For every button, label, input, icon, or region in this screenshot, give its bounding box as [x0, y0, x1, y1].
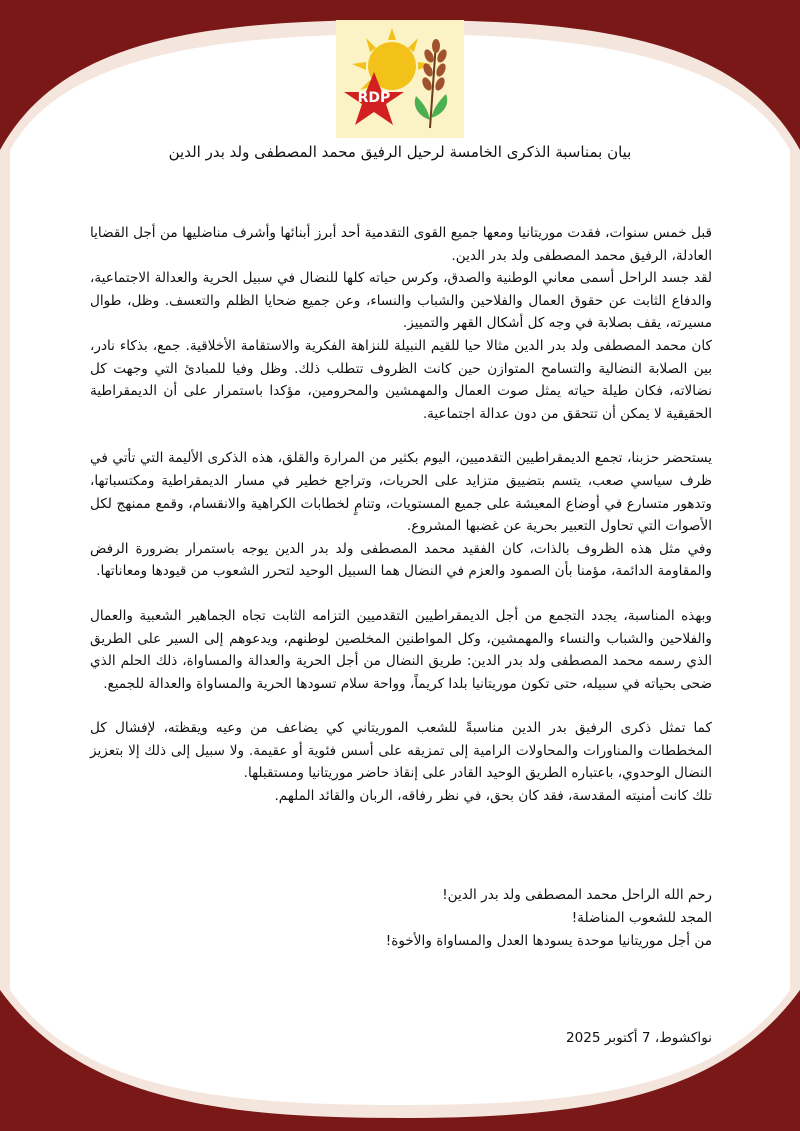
slogan-line: من أجل موريتانيا موحدة يسودها العدل والمساواة والأخوة!: [385, 933, 712, 949]
statement-body: [90, 222, 712, 808]
paragraph: وفي مثل هذه الظروف بالذات، كان الفقيد محمد المصطفى ولد بدر الدين يوجه باستمرار بضرورة الرفض والمقاومة الدائمة، مؤمنا بأن الصمود والعزم في النضال هما السبيل الوحيد لتحرر الشعوب من قيودها ومعاناتها.: [90, 540, 712, 580]
paragraph: تلك كانت أمنيته المقدسة، فقد كان بحق، في نظر رفاقه، الربان والقائد الملهم.: [274, 788, 712, 805]
place-and-date: نواكشوط، 7 أكتوبر 2025: [565, 1030, 712, 1046]
closing-slogans: [90, 884, 712, 953]
paragraph: وبهذه المناسبة، يجدد التجمع من أجل الديمقراطيين التقدميين التزامه الثابت تجاه الجماهير الشعبية والعمال والفلاحين والشباب والنساء والمهمشين، وكل المواطنين المخلصين لوطنهم، ويدعوهم إلى السير على الطريق الذي رسمه محمد المصطفى ولد بدر الدين: طريق النضال من أجل الحرية والعدالة والمساواة، ذلك الحلم الذي ضحى بحياته في سبيله، حتى تكون موريتانيا بلدا كريماً، وواحة سلام تسودها الحرية والمساواة والعدالة للجميع.: [90, 607, 712, 692]
slogan-line: رحم الله الراحل محمد المصطفى ولد بدر الدين!: [442, 887, 712, 903]
paragraph: كما تمثل ذكرى الرفيق بدر الدين مناسبةً للشعب الموريتاني كي يضاعف من وعيه ويقظته، لإفشال كل المخططات والمناورات والمحاولات الرامية إلى تمزيقه على أسس فئوية أو عقيمة. ولا سبيل إلى ذلك إلا بتعزيز النضال الوحدوي، باعتباره الطريق الوحيد القادر على إنقاذ حاضر موريتانيا ومستقبلها.: [90, 720, 712, 782]
paragraph: لقد جسد الراحل أسمى معاني الوطنية والصدق، وكرس حياته كلها للنضال في سبيل الحرية والعدالة الاجتماعية، والدفاع الثابت عن حقوق العمال والفلاحين والشباب والنساء، وعن جميع ضحايا الظلم والتعسف. وظل، طوال مسيرته، يقف بصلابة في وجه كل أشكال القهر والتمييز.: [90, 270, 712, 332]
rdp-emblem-icon: [336, 20, 464, 138]
paragraph-gap: [90, 425, 712, 447]
logo-text: RDP: [357, 90, 391, 106]
paragraph: قبل خمس سنوات، فقدت موريتانيا ومعها جميع القوى التقدمية أحد أبرز أبنائها وأشرف مناضليها من أجل القضايا العادلة، الرفيق محمد المصطفى ولد بدر الدين.: [90, 225, 712, 264]
paragraph-gap: [90, 583, 712, 605]
paragraph-gap: [90, 695, 712, 717]
party-logo: [336, 20, 464, 138]
page-title: بيان بمناسبة الذكرى الخامسة لرحيل الرفيق محمد المصطفى ولد بدر الدين: [168, 143, 632, 161]
paragraph: يستحضر حزبنا، تجمع الديمقراطيين التقدميين، اليوم بكثير من المرارة والقلق، هذه الذكرى الأليمة التي تأتي في ظرف سياسي صعب، يتسم بتضييق متزايد على الحريات، وتراجع خطير في مسار الديمقراطية ومكتسباتها، وتدهور متسارع في أوضاع المعيشة على جميع المستويات، وتنامٍ لخطابات الكراهية والانقسام، وقمع ممنهج لكل الأصوات التي تحاول التعبير بحرية عن غضبها المشروع.: [90, 450, 712, 535]
slogan-line: المجد للشعوب المناضلة!: [571, 910, 712, 926]
wheat-icon: [415, 39, 449, 128]
paragraph: كان محمد المصطفى ولد بدر الدين مثالا حيا للقيم النبيلة للنزاهة الفكرية والاستقامة الأخلاقية. جمع، بذكاء نادر، بين الصلابة النضالية والتسامح المتوازن حين كانت الظروف تتطلب ذلك. وظل وفيا للمبادئ التي وجهت كل نضالاته، فكان طيلة حياته يمثل صوت العمال والمهمشين والمحرومين، مؤكدا باستمرار على أن الديمقراطية الحقيقية لا يمكن أن تتحقق من دون عدالة اجتماعية.: [90, 337, 712, 422]
